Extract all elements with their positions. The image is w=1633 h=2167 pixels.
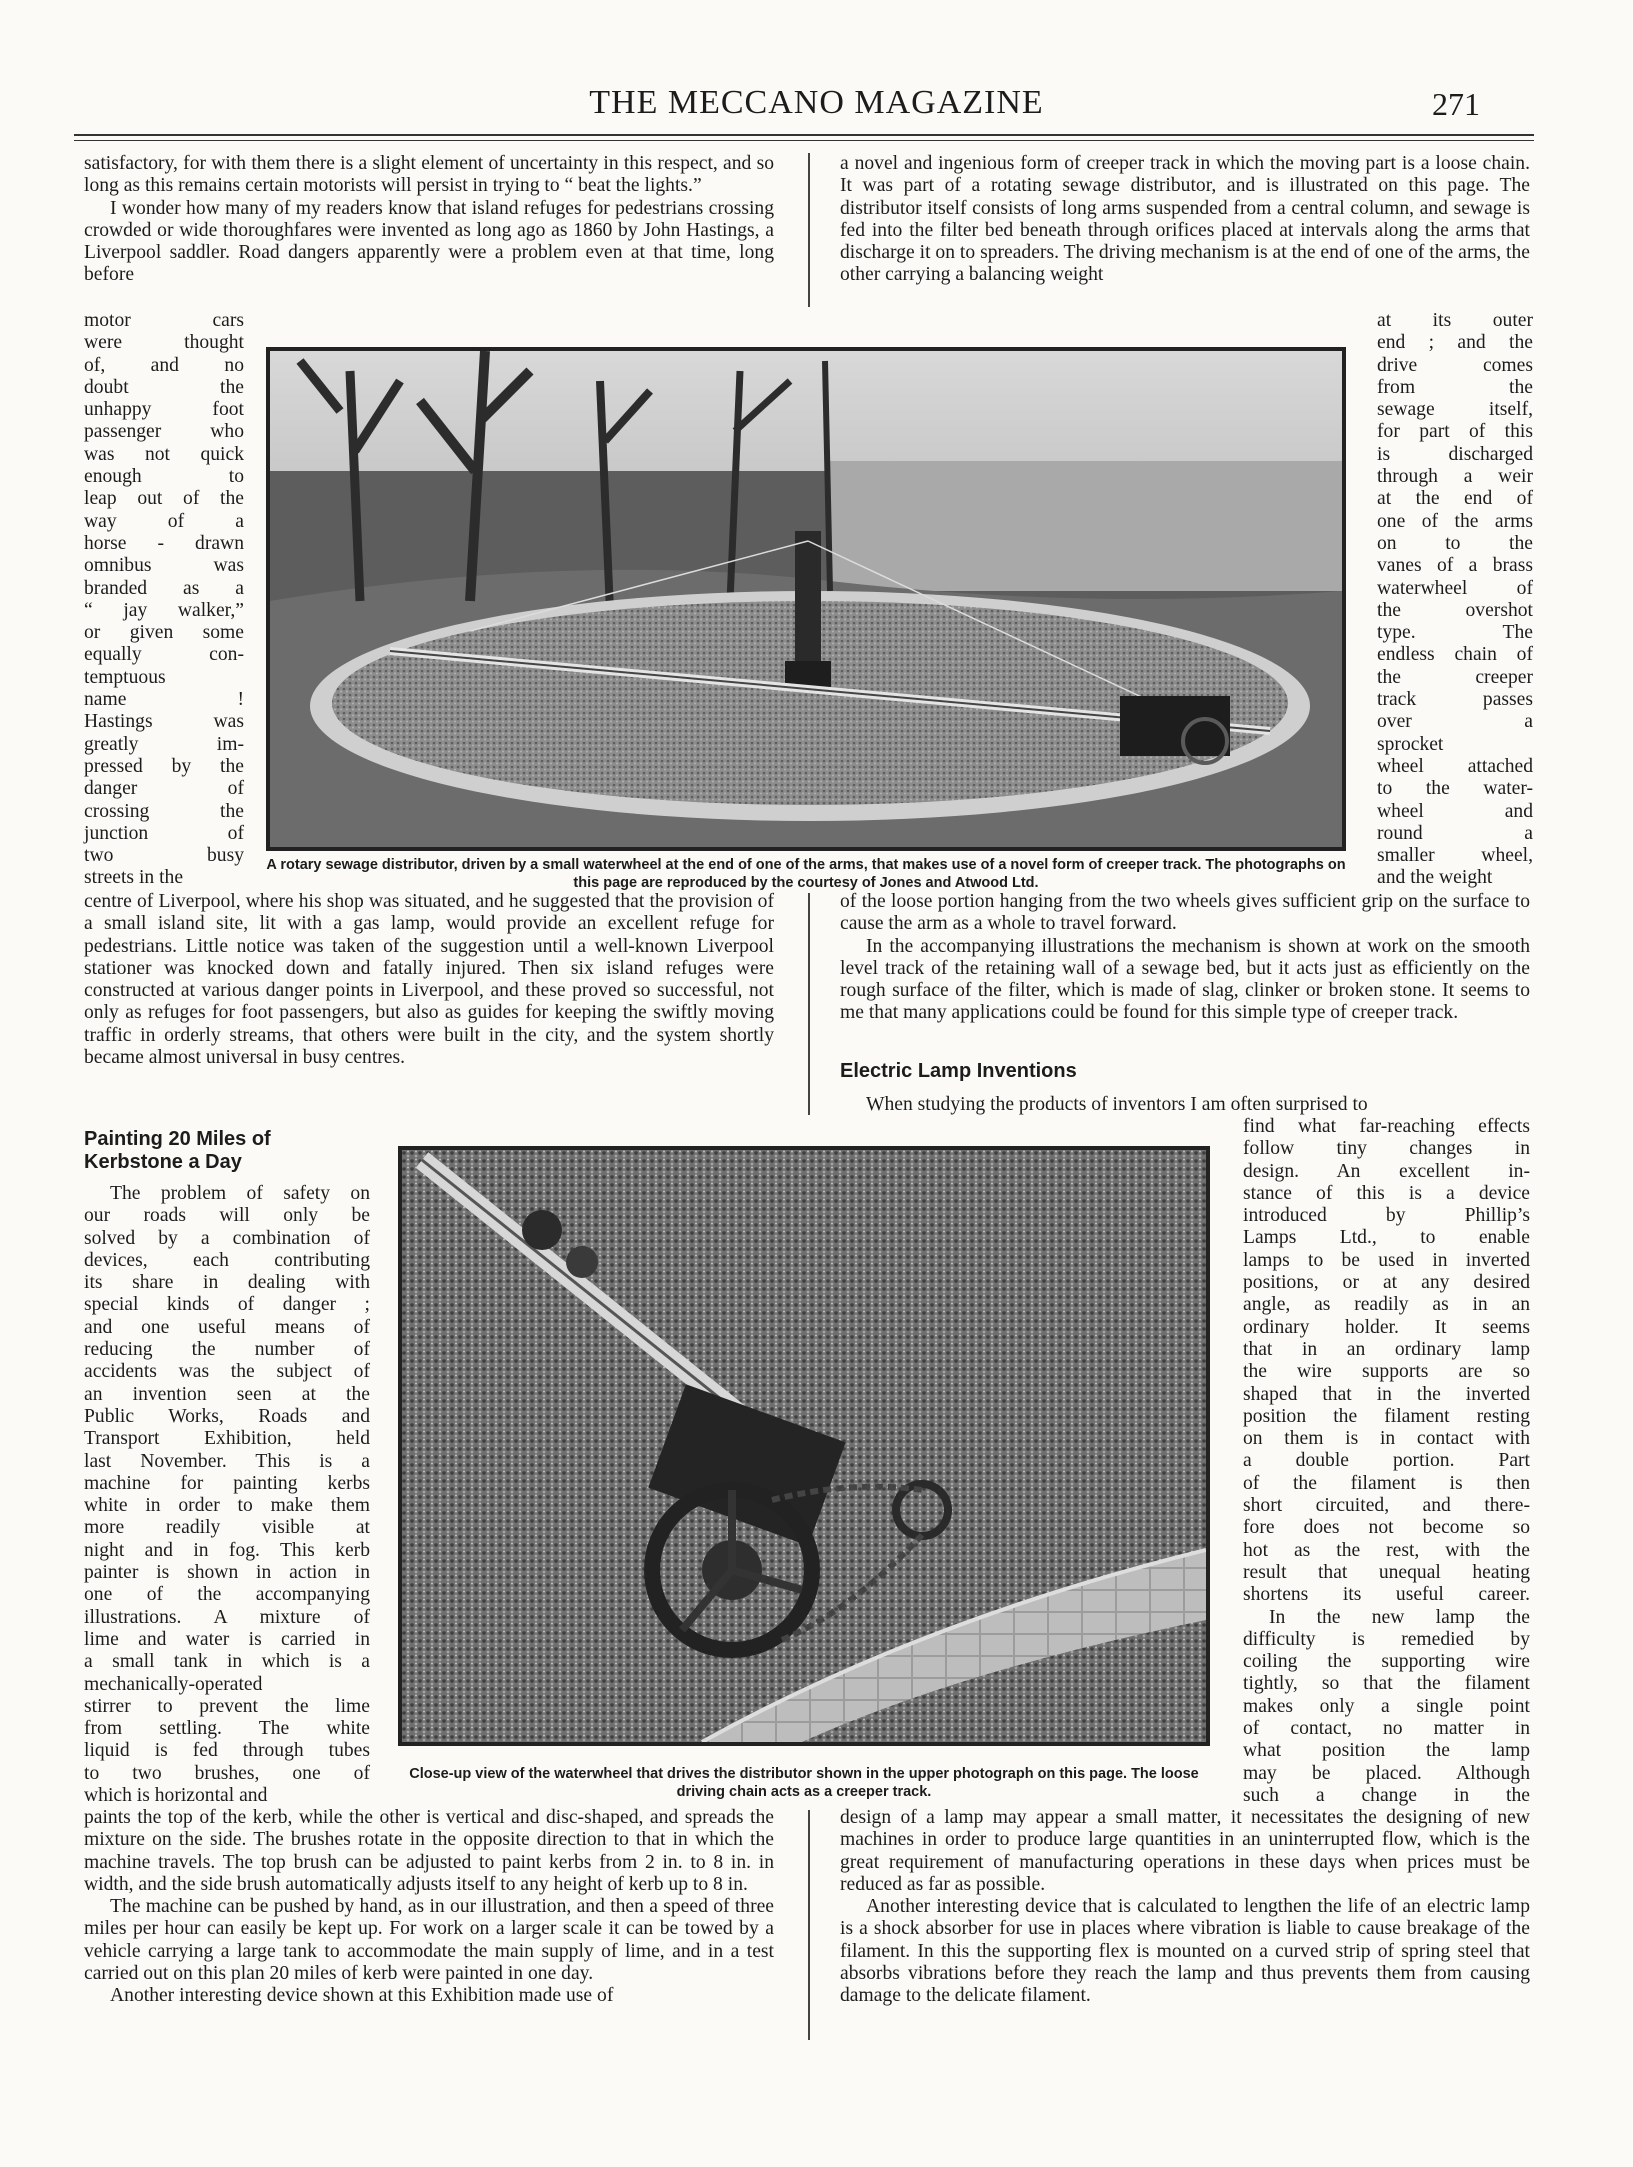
text-line: mechanically-operated: [84, 1673, 263, 1695]
text-line: passenger who: [84, 421, 244, 443]
text-line: two busy: [84, 845, 244, 867]
text-line: an invention seen at the: [84, 1383, 370, 1405]
text-line: sprocket: [1377, 733, 1444, 755]
col2-narrow-wrap: [1377, 310, 1533, 890]
text-line: machine for painting kerbs: [84, 1472, 370, 1494]
text-line: Transport Exhibition, held: [84, 1428, 370, 1450]
text-line: were thought: [84, 332, 244, 354]
text-line: result that unequal heating: [1243, 1561, 1530, 1583]
text-line: difficulty is remedied by: [1243, 1628, 1530, 1650]
text-line: omnibus was: [84, 555, 244, 577]
text-line: Hastings was: [84, 711, 244, 733]
text-line: is discharged: [1377, 443, 1533, 465]
paragraph: design of a lamp may appear a small matter, it necessitates the designing of new machines in order to produce large quantities in an uninterrupted flow, which is the great requirement of manufacturing operations in these days when prices must be reduced as far as possible.: [840, 1807, 1530, 1895]
paragraph: centre of Liverpool, where his shop was situated, and he suggested that the provision of a small island site, lit with a gas lamp, would provide an excellent refuge for pedestrians. Little notice was taken of the suggestion until a well-known Liverpool stationer was knocked down and fatally injured. Then six island refuges were constructed at various danger points in Liverpool, and these proved so successful, not only as refuges for foot passengers, but also as guides for keeping the swiftly moving traffic in orderly streams, that others were built in the city, and the system shortly became almost universal in busy centres.: [84, 891, 774, 1069]
text-line: and the weight: [1377, 867, 1493, 889]
text-line: shaped that in the inverted: [1243, 1383, 1530, 1405]
text-line: round a: [1377, 822, 1533, 844]
paragraph: I wonder how many of my readers know that island refuges for pedestrians crossing crowded or wide thoroughfares were invented as long ago as 1860 by John Hastings, a Liverpool saddler. Road dangers apparently were a problem even at that time, long before: [84, 197, 774, 286]
text-line: ordinary holder. It seems: [1243, 1316, 1530, 1338]
page-number: 271: [1432, 86, 1480, 122]
text-line: “ jay walker,”: [84, 599, 244, 621]
text-line: what position the lamp: [1243, 1740, 1530, 1762]
text-line: more readily visible at: [84, 1517, 370, 1539]
col1-after-photo-text: [84, 891, 774, 1069]
text-line: such a change in the: [1243, 1784, 1530, 1806]
text-line: and one useful means of: [84, 1316, 370, 1338]
text-line: stance of this is a device: [1243, 1182, 1530, 1204]
header-rule-thin: [74, 140, 1534, 141]
text-line: vanes of a brass: [1377, 555, 1533, 577]
text-line: special kinds of danger ;: [84, 1294, 370, 1316]
text-line: stirrer to prevent the lime: [84, 1695, 370, 1717]
text-line: Lamps Ltd., to enable: [1243, 1227, 1530, 1249]
lamp-after-photo-text: [840, 1807, 1530, 2008]
text-line: fore does not become so: [1243, 1517, 1530, 1539]
paragraph: The machine can be pushed by hand, as in our illustration, and then a speed of three miles per hour can easily be kept up. For work on a larger scale it can be towed by a vehicle carrying a large tank to accommodate the main supply of lime, and in a test carried out on this plan 20 miles of kerb were painted in one day.: [84, 1896, 774, 1985]
kerb-after-photo-text: [84, 1807, 774, 2008]
text-line: white in order to make them: [84, 1495, 370, 1517]
text-line: night and in fog. This kerb: [84, 1539, 370, 1561]
text-line: which is horizontal and: [84, 1785, 268, 1807]
text-line: liquid is fed through tubes: [84, 1740, 370, 1762]
text-line: tightly, so that the filament: [1243, 1673, 1530, 1695]
text-line: at the end of: [1377, 488, 1533, 510]
text-line: smaller wheel,: [1377, 845, 1533, 867]
text-line: pressed by the: [84, 755, 244, 777]
text-line: accidents was the subject of: [84, 1361, 370, 1383]
text-line: waterwheel of: [1377, 577, 1533, 599]
paragraph: Another interesting device that is calculated to lengthen the life of an electric lamp is a shock absorber for use in places where vibration is liable to cause breakage of the filament. In this the supporting flex is mounted on a curved strip of spring steel that absorbs vibrations before they reach the lamp and thus prevents them from causing damage to the delicate filament.: [840, 1896, 1530, 2007]
text-line: endless chain of: [1377, 644, 1533, 666]
text-line: shortens its useful career.: [1243, 1584, 1530, 1606]
text-line: over a: [1377, 711, 1533, 733]
text-line: coiling the supporting wire: [1243, 1651, 1530, 1673]
text-line: drive comes: [1377, 354, 1533, 376]
text-line: crossing the: [84, 800, 244, 822]
column-divider: [808, 153, 810, 307]
text-line: branded as a: [84, 577, 244, 599]
col2-top-text: [840, 153, 1530, 287]
text-line: from the: [1377, 376, 1533, 398]
text-line: one of the accompanying: [84, 1584, 370, 1606]
text-line: motor cars: [84, 310, 244, 331]
text-line: illustrations. A mixture of: [84, 1606, 370, 1628]
text-line: of the filament is then: [1243, 1472, 1530, 1494]
text-line: greatly im-: [84, 733, 244, 755]
text-line: enough to: [84, 466, 244, 488]
text-line: solved by a combination of: [84, 1227, 370, 1249]
text-line: find what far-reaching effects: [1243, 1116, 1530, 1137]
text-line: makes only a single point: [1243, 1695, 1530, 1717]
text-line: hot as the rest, with the: [1243, 1539, 1530, 1561]
text-line: from settling. The white: [84, 1718, 370, 1740]
text-line: one of the arms: [1377, 510, 1533, 532]
text-line: through a weir: [1377, 466, 1533, 488]
text-line: the wire supports are so: [1243, 1361, 1530, 1383]
text-line: or given some: [84, 622, 244, 644]
paragraph: of the loose portion hanging from the two wheels gives sufficient grip on the surface to cause the arm as a whole to travel forward.: [840, 891, 1530, 935]
lamp-narrow-wrap: [1243, 1116, 1530, 1807]
text-line: its share in dealing with: [84, 1272, 370, 1294]
text-line: end ; and the: [1377, 332, 1533, 354]
magazine-title: THE MECCANO MAGAZINE: [589, 84, 1044, 121]
text-line: the overshot: [1377, 599, 1533, 621]
text-line: position the filament resting: [1243, 1405, 1530, 1427]
text-line: unhappy foot: [84, 399, 244, 421]
column-divider: [808, 893, 810, 1115]
text-line: painter is shown in action in: [84, 1562, 370, 1584]
paragraph: satisfactory, for with them there is a slight element of uncertainty in this respect, and so long as this remains certain motorists will persist in trying to “ beat the lights.”: [84, 153, 774, 197]
photo2-caption: Close-up view of the waterwheel that drives the distributor shown in the upper photograph on this page. The loose driving chain acts as a creeper track.: [409, 1766, 1199, 1800]
col1-narrow-wrap: [84, 310, 244, 890]
photo-waterwheel-closeup: [398, 1146, 1210, 1746]
text-line: reducing the number of: [84, 1339, 370, 1361]
text-line: In the new lamp the: [1269, 1606, 1530, 1628]
col2-after-photo-text: [840, 891, 1530, 1025]
column-divider: [808, 1810, 810, 2040]
text-line: doubt the: [84, 376, 244, 398]
lamp-first-line: [840, 1094, 1530, 1116]
text-line: last November. This is a: [84, 1450, 370, 1472]
text-line: introduced by Phillip’s: [1243, 1205, 1530, 1227]
text-line: to two brushes, one of: [84, 1762, 370, 1784]
paragraph: paints the top of the kerb, while the other is vertical and disc-shaped, and spreads the mixture on the side. The brushes rotate in the opposite direction to that in which the machine travels. The top brush can be adjusted to paint kerbs from 2 in. to 8 in. in width, and the side brush automatically adjusts itself to any height of kerb up to 8 in.: [84, 1807, 774, 1895]
text-line: may be placed. Although: [1243, 1762, 1530, 1784]
text-line: short circuited, and there-: [1243, 1495, 1530, 1517]
text-line: wheel and: [1377, 800, 1533, 822]
col1-top-text: [84, 153, 774, 287]
text-line: for part of this: [1377, 421, 1533, 443]
section-heading-kerb: Painting 20 Miles of Kerbstone a Day: [84, 1128, 271, 1173]
text-line: way of a: [84, 510, 244, 532]
text-line: devices, each contributing: [84, 1249, 370, 1271]
text-line: wheel attached: [1377, 755, 1533, 777]
text-line: the creeper: [1377, 666, 1533, 688]
text-line: equally con-: [84, 644, 244, 666]
text-line: a small tank in which is a: [84, 1651, 370, 1673]
text-line: Public Works, Roads and: [84, 1405, 370, 1427]
kerb-narrow-wrap: [84, 1183, 370, 1807]
text-line: on to the: [1377, 532, 1533, 554]
text-line: of contact, no matter in: [1243, 1718, 1530, 1740]
text-line: lamps to be used in inverted: [1243, 1249, 1530, 1271]
text-line: streets in the: [84, 867, 184, 889]
text-line: lime and water is carried in: [84, 1628, 370, 1650]
paragraph: When studying the products of inventors I am often surprised to: [866, 1094, 1368, 1115]
text-line: positions, or at any desired: [1243, 1272, 1530, 1294]
text-line: at its outer: [1377, 310, 1533, 331]
text-line: angle, as readily as in an: [1243, 1294, 1530, 1316]
text-line: sewage itself,: [1377, 399, 1533, 421]
paragraph: In the accompanying illustrations the mechanism is shown at work on the smooth level track of the retaining wall of a sewage bed, but it acts just as efficiently on the rough surface of the filter, which is made of slag, clinker or broken stone. It seems to me that many applications could be found for this simple type of creeper track.: [840, 935, 1530, 1024]
text-line: our roads will only be: [84, 1205, 370, 1227]
text-line: type. The: [1377, 622, 1533, 644]
text-line: leap out of the: [84, 488, 244, 510]
text-line: that in an ordinary lamp: [1243, 1338, 1530, 1360]
text-line: The problem of safety on: [110, 1183, 370, 1204]
text-line: danger of: [84, 778, 244, 800]
text-line: design. An excellent in-: [1243, 1160, 1530, 1182]
photo1-caption: A rotary sewage distributor, driven by a small waterwheel at the end of one of the arms, that makes use of a novel form of creeper track. The photographs on this page are reproduced by the courtesy of Jones and Atwood Ltd.: [266, 857, 1346, 891]
text-line: was not quick: [84, 443, 244, 465]
text-line: temptuous: [84, 666, 166, 688]
photo-sewage-distributor: [266, 347, 1346, 851]
text-line: follow tiny changes in: [1243, 1138, 1530, 1160]
text-line: track passes: [1377, 689, 1533, 711]
paragraph: a novel and ingenious form of creeper track in which the moving part is a loose chain. It was part of a rotating sewage distributor, and is illustrated on this page. The distributor itself consists of long arms suspended from a central column, and sewage is fed into the filter bed beneath through orifices placed at intervals along the arms that discharge it on to spreaders. The driving mechanism is at the end of one of the arms, the other carrying a balancing weight: [840, 153, 1530, 286]
text-line: junction of: [84, 822, 244, 844]
text-line: a double portion. Part: [1243, 1450, 1530, 1472]
text-line: to the water-: [1377, 778, 1533, 800]
text-line: name !: [84, 689, 244, 711]
section-heading-lamp: Electric Lamp Inventions: [840, 1060, 1077, 1082]
paragraph: Another interesting device shown at this Exhibition made use of: [110, 1985, 614, 2007]
text-line: on them is in contact with: [1243, 1428, 1530, 1450]
header-rule: [74, 134, 1534, 136]
text-line: horse - drawn: [84, 532, 244, 554]
text-line: of, and no: [84, 354, 244, 376]
